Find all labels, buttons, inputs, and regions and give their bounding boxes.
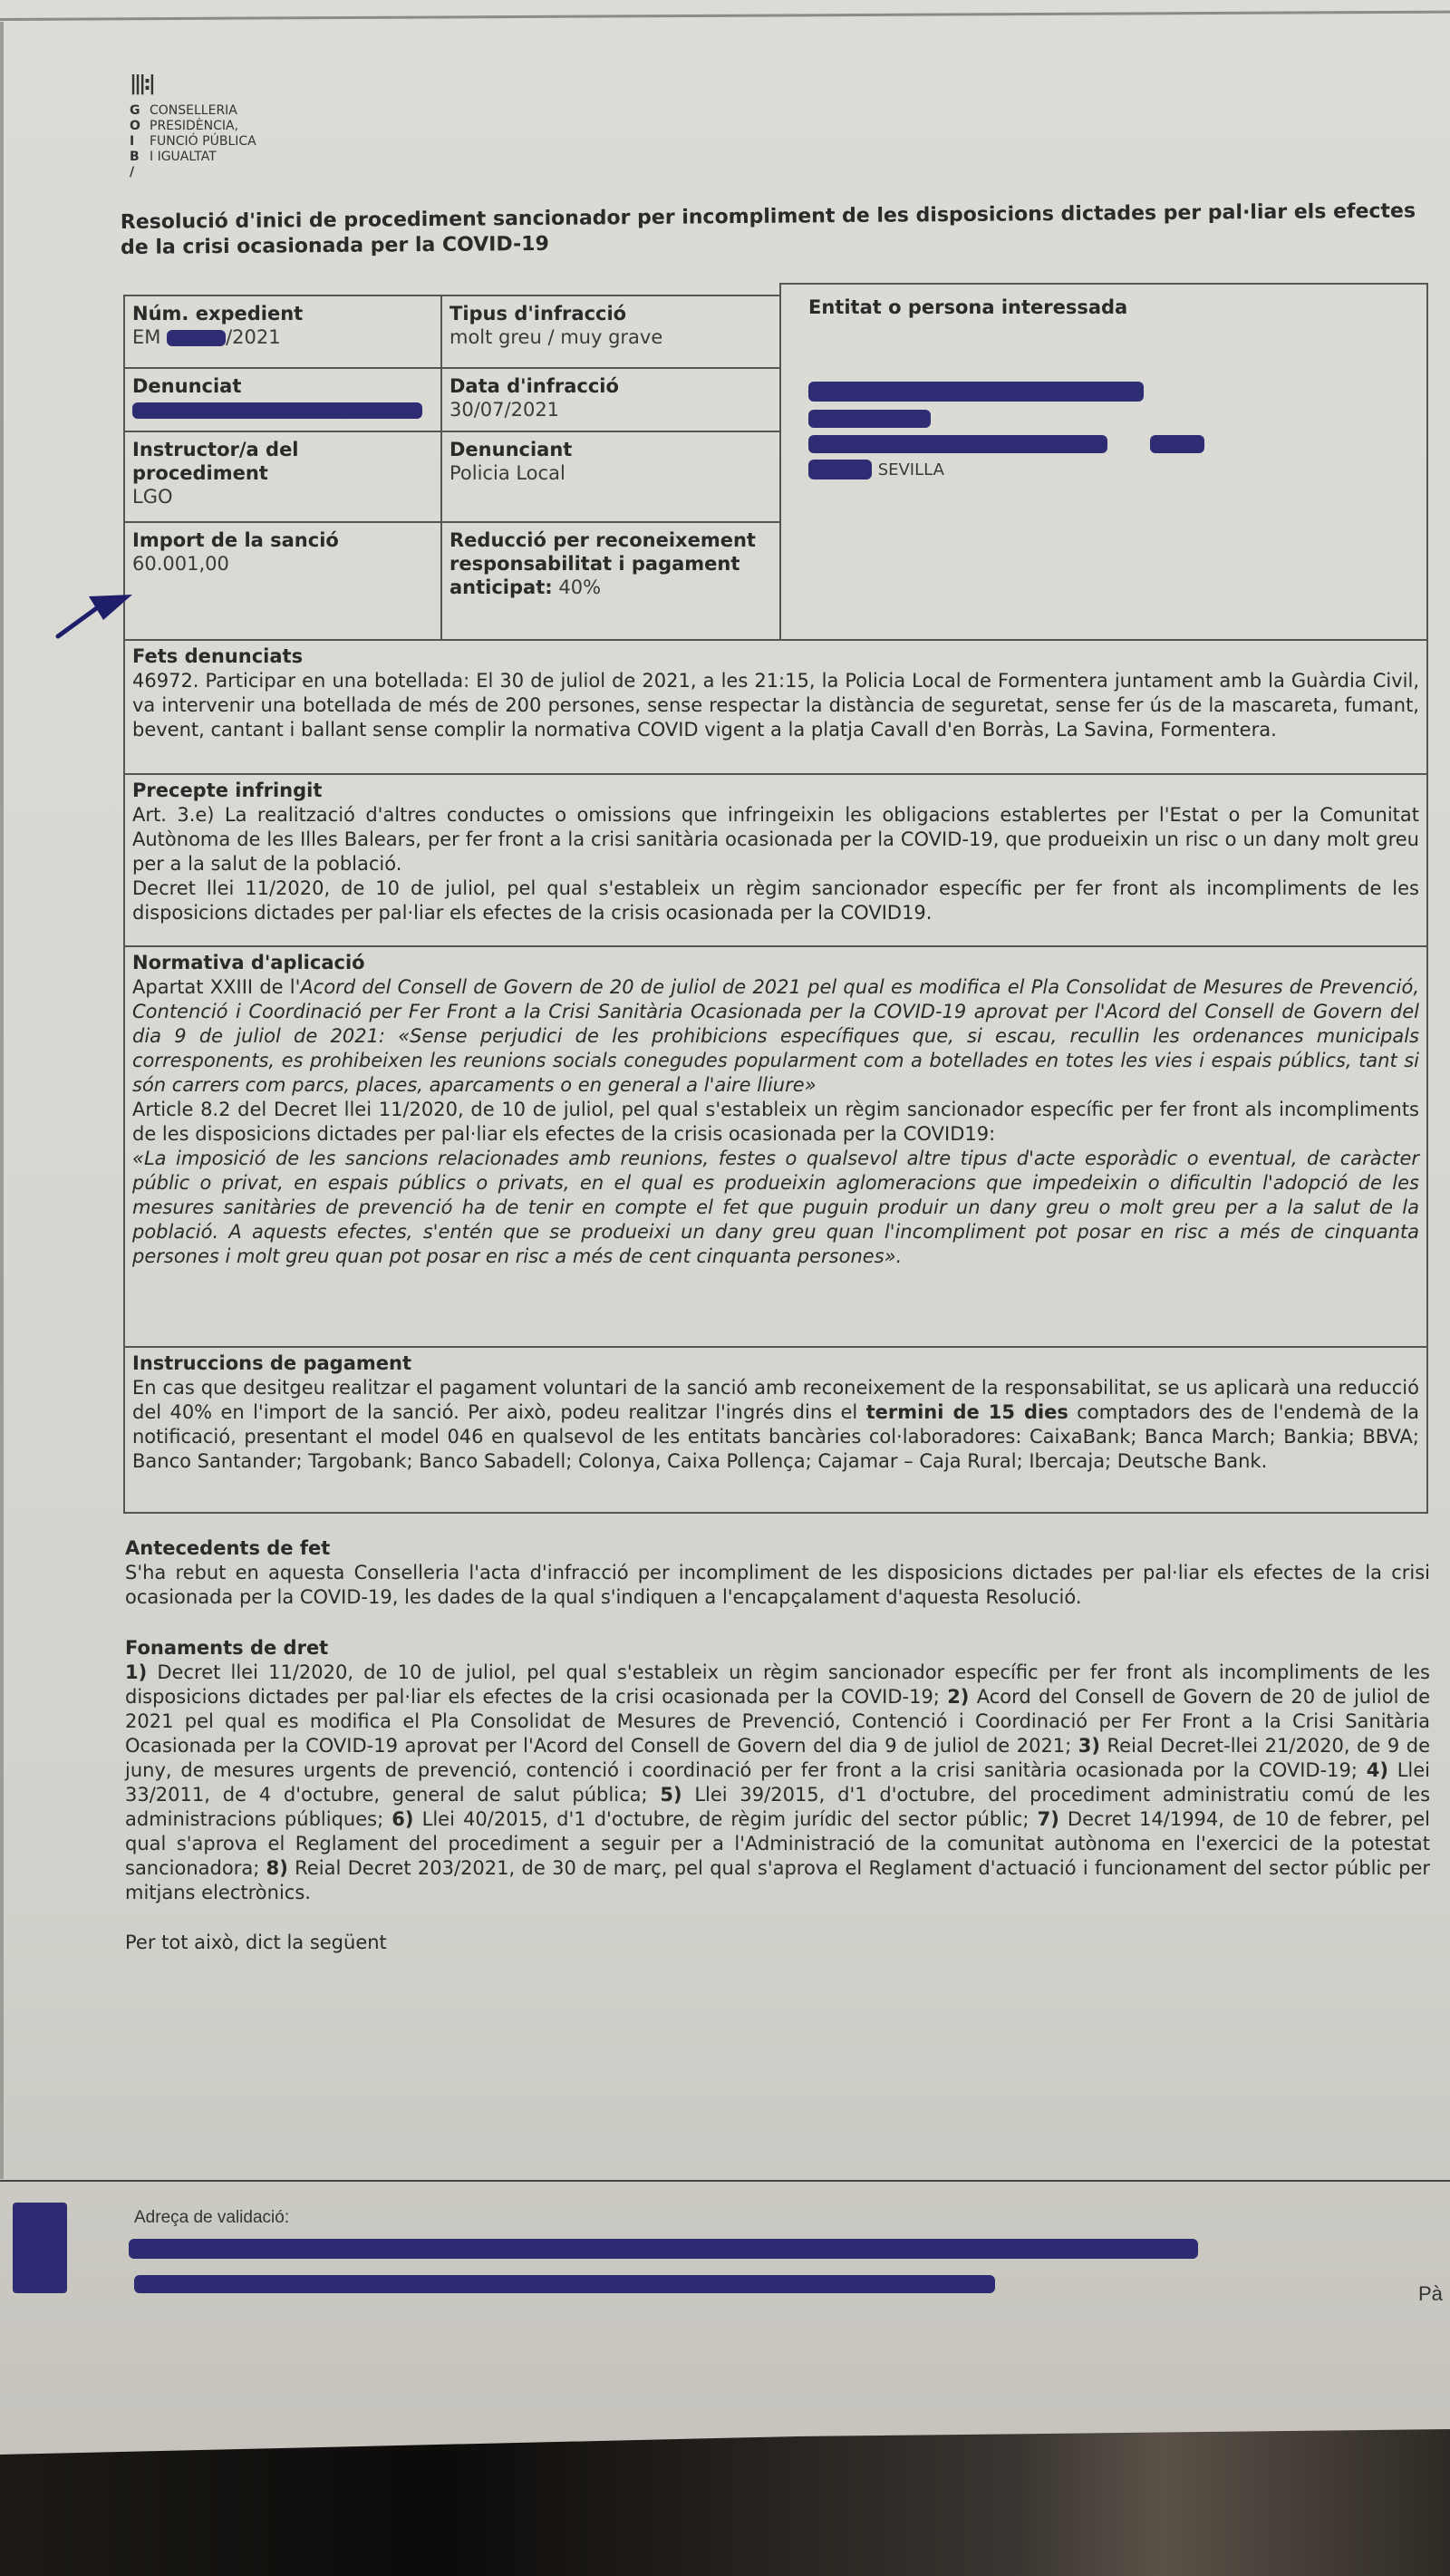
hand-drawn-arrow-icon [53, 587, 134, 642]
section-text: comptadors des de l'endemà de la notificació, presentant el model 046 en qualsevol de les entitats bancàries col·laboradores: CaixaBank; Banca March; Bankia; BBVA; Banco Santander; Targobank; Banco Sabadell; Colonya, Caixa Pollença; Cajamar – Caja Rural; Ibercaja; Deutsche Bank. [132, 1401, 1419, 1472]
item-text: Decret 14/1994, de 10 de febrer, pel qual s'aprova el Reglament del procediment a seguir per a l'Administració de la comunitat autònoma en l'exercici de la potestat sancionadora; [125, 1808, 1430, 1879]
section-heading: Antecedents de fet [125, 1537, 331, 1559]
section-text: Article 8.2 del Decret llei 11/2020, de 10 de juliol, pel qual s'estableix un règim sancionador específic per fer front als incompliments de les disposicions dictades per pal·liar els efectes de la crisis ocasionada per la COVID19: [132, 1099, 1419, 1145]
section-heading: Fonaments de dret [125, 1637, 329, 1659]
document-title: Resolució d'inici de procediment sancionador per incompliment de les disposicions dictades per pal·liar els efectes de la crisi ocasionada per la COVID-19 [120, 199, 1416, 259]
value: molt greu / muy grave [450, 326, 663, 348]
logo-line: FUNCIÓ PÚBLICA [150, 134, 256, 149]
item-text: Decret llei 11/2020, de 10 de juliol, pel qual s'estableix un règim sancionador específic per fer front als incompliments de les disposicions dictades per pal·liar els efectes de la crisi ocasionada per la COVID-19; [125, 1661, 1430, 1708]
section-text: Art. 3.e) La realització d'altres conductes o omissions que infringeixin les obligacions establertes per l'Estat o per la Comunitat Autònoma de les Illes Balears, per fer front a la crisi sanitària ocasionada per la COVID-19, que produeixin un risc o un dany molt greu per a la salut de la població. [132, 804, 1419, 875]
value: 30/07/2021 [450, 399, 560, 421]
section-heading: Fets denunciats [132, 645, 304, 667]
background-surface [0, 2429, 1450, 2576]
page-left-edge [0, 22, 4, 2179]
section-precepte-infringit [123, 773, 1428, 947]
section-text: En cas que desitgeu realitzar el pagament voluntari de la sanció amb reconeixement de la responsabilitat, se us aplicarà una reducció del 40% en l'import de la sanció. Per això, podeu realitzar l'ingrés dins el [132, 1377, 1419, 1423]
label: Instructor/a del procediment [132, 439, 299, 484]
item-number: 8) [266, 1857, 288, 1879]
item-text: Reial Decret 203/2021, de 30 de març, pel qual s'aprova el Reglament d'actuació i funcionament del sector públic per mitjans electrònics. [125, 1857, 1430, 1903]
coat-of-arms-icon: |||:| [130, 73, 153, 95]
value: LGO [132, 486, 173, 508]
item-text: Llei 39/2015, d'1 d'octubre, del procediment administratiu comú de les administracions públiques; [125, 1784, 1431, 1830]
item-number: 3) [1078, 1735, 1100, 1757]
section-text: S'ha rebut en aquesta Conselleria l'acta d'infracció per incompliment de les disposicions dictades per pal·liar els efectes de la crisi ocasionada per la COVID-19, les dades de la qual s'indiquen a l'encapçalament d'aquesta Resolució. [125, 1562, 1430, 1608]
label: Reducció per reconeixement responsabilitat i pagament anticipat: [450, 529, 756, 598]
section-heading: Normativa d'aplicació [132, 952, 365, 973]
logo-letter: I [130, 134, 135, 149]
payment-deadline: termini de 15 dies [865, 1401, 1068, 1423]
section-heading: Precepte infringit [132, 780, 323, 801]
label: Data d'infracció [450, 375, 619, 397]
goib-logo [130, 74, 256, 180]
redaction-mark [132, 402, 422, 419]
cell-entitat-interessada [779, 283, 1428, 641]
cell-reduccio [440, 521, 781, 641]
section-heading: Instruccions de pagament [132, 1352, 411, 1374]
logo-letter: G [130, 103, 140, 118]
value: 40% [558, 576, 602, 598]
section-fets-denunciats [123, 639, 1428, 775]
label: Denunciat [132, 375, 242, 397]
logo-line: PRESIDÈNCIA, [150, 119, 239, 133]
section-quote: «La imposició de les sancions relacionades amb reunions, festes o qualsevol altre tipus d'acte esporàdic o eventual, de caràcter públic o privat, en espais públics o privats, en el qual es produeixin aglomeracions que impedeixin o dificultin l'adopció de les mesures sanitàries de prevenció ha de tenir en compte el fet que puguin produir un dany greu o molt greu per a la salut de la població. A aquests efectes, s'entén que se produeixi un dany greu quan l'incompliment pot posar en risc a més de cinquanta persones i molt greu quan pot posar en risc a més de cent cinquanta persones». [132, 1148, 1419, 1267]
cell-num-expedient [123, 295, 442, 369]
section-text: Decret llei 11/2020, de 10 de juliol, pel qual s'estableix un règim sancionador específic per fer front als incompliments de les disposicions dictades per pal·liar els efectes de la crisis ocasionada per la COVID19. [132, 877, 1419, 924]
cell-denunciant [440, 431, 781, 523]
qr-code-redacted [13, 2203, 67, 2293]
footer-divider [0, 2180, 1450, 2182]
item-number: 6) [392, 1808, 414, 1830]
item-text: Acord del Consell de Govern de 20 de juliol de 2021 pel qual es modifica el Pla Consolidat de Mesures de Prevenció, Contenció i Coordinació per Fer Front a la Crisi Sanitària Ocasionada per la COVID-19 aprovat per l'Acord del Consell de Govern del dia 9 de juliol de 2021; [125, 1686, 1430, 1757]
validation-url-redacted [129, 2239, 1198, 2259]
value-suffix: /2021 [226, 326, 281, 348]
cell-tipus-infraccio [440, 295, 781, 369]
value: 60.001,00 [132, 553, 229, 575]
section-text: Apartat XXIII de l' [132, 976, 301, 998]
label: Tipus d'infracció [450, 303, 627, 324]
label: Import de la sanció [132, 529, 339, 551]
label: Denunciant [450, 439, 573, 460]
logo-letter: B [130, 150, 140, 164]
section-antecedents-fet [125, 1536, 1430, 1610]
logo-line: I IGUALTAT [150, 150, 217, 164]
logo-letter: / [130, 165, 135, 179]
item-number: 5) [660, 1784, 682, 1806]
page-top-edge [0, 11, 1450, 21]
item-text: Llei 40/2015, d'1 d'octubre, de règim jurídic del sector públic; [413, 1808, 1038, 1830]
section-quote: Acord del Consell de Govern de 20 de juliol de 2021 pel qual es modifica el Pla Consolidat de Mesures de Prevenció, Contenció i Coordinació per Fer Front a la Crisi Sanitària Ocasionada per la COVID-19 aprovat per l'Acord del Consell de Govern del dia 9 de juliol de 2021: «Sense perjudici de les prohibicions específiques que, si escau, recullin les ordenances municipals corresponents, es prohibeixen les reunions socials conegudes popularment com a botellades en totes les vies i espais públics, tant si són carrers com parcs, places, aparcaments o en general a l'aire lliure» [132, 976, 1419, 1096]
cell-denunciat [123, 367, 442, 432]
section-text: 46972. Participar en una botellada: El 30 de juliol de 2021, a les 21:15, la Policia Local de Formentera juntament amb la Guàrdia Civil, va intervenir una botellada de més de 200 persones, sense respectar la distància de seguretat, sense fer ús de la mascareta, fumant, bevent, cantant i ballant sense complir la normativa COVID vigent a la platja Cavall d'en Borràs, La Savina, Formentera. [132, 670, 1419, 741]
redaction-mark [808, 382, 1144, 402]
validation-label: Adreça de validació: [134, 2208, 290, 2227]
item-number: 2) [947, 1686, 970, 1708]
item-number: 1) [125, 1661, 148, 1683]
redaction-mark [808, 410, 931, 428]
value: Policia Local [450, 462, 566, 484]
item-text: Llei 33/2011, de 4 d'octubre, general de salut pública; [125, 1759, 1430, 1806]
redaction-mark [808, 460, 872, 479]
item-number: 7) [1037, 1808, 1059, 1830]
closing-text: Per tot això, dict la següent [125, 1932, 387, 1953]
section-normativa-aplicacio [123, 945, 1428, 1348]
label: Entitat o persona interessada [808, 296, 1128, 318]
redaction-mark [808, 435, 1107, 453]
validation-url-redacted [134, 2275, 995, 2293]
item-number: 4) [1366, 1759, 1388, 1781]
redaction-mark [1150, 435, 1204, 453]
cell-instructor [123, 431, 442, 523]
logo-letter: O [130, 119, 140, 133]
page-number-label: Pà [1418, 2282, 1443, 2305]
section-instruccions-pagament [123, 1346, 1428, 1514]
city: SEVILLA [877, 460, 944, 479]
redaction-mark [167, 330, 226, 346]
section-fonaments-dret [125, 1636, 1430, 1955]
cell-data-infraccio [440, 367, 781, 432]
logo-line: CONSELLERIA [150, 103, 237, 118]
value-prefix: EM [132, 326, 161, 348]
label: Núm. expedient [132, 303, 304, 324]
item-text: Reial Decret-llei 21/2020, de 9 de juny, de mesures urgents de prevenció, contenció i coordinació per fer front a la crisi sanitària ocasionada por la COVID-19; [125, 1735, 1430, 1781]
cell-import-sancio [123, 521, 442, 641]
